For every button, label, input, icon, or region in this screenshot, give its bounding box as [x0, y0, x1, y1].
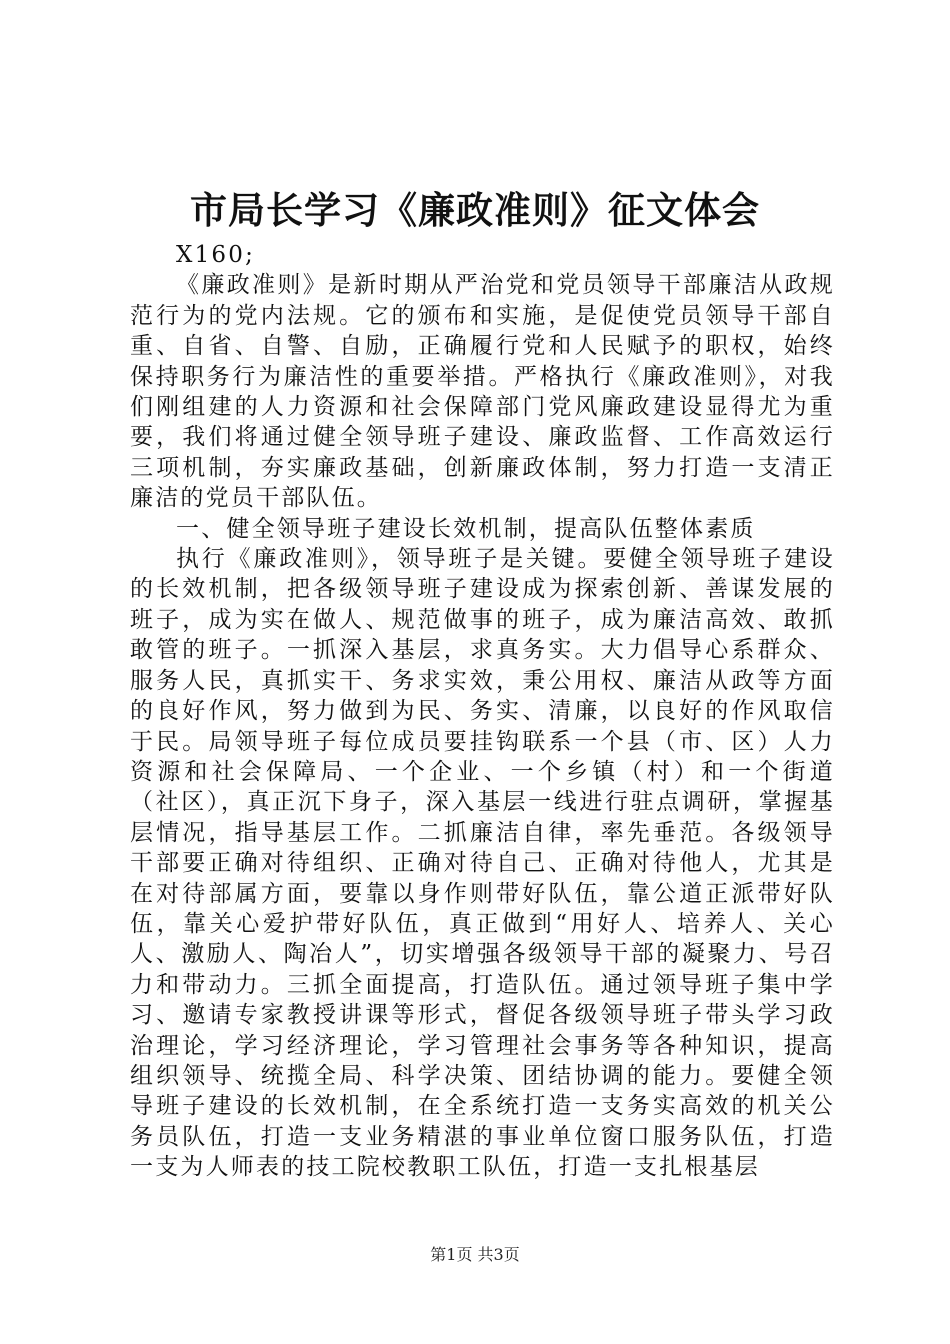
- document-title: 市局长学习《廉政准则》征文体会: [190, 188, 760, 232]
- document-body: [130, 240, 835, 1183]
- page-number: 第1页 共3页: [430, 1245, 520, 1264]
- section-paragraph: 执行《廉政准则》，领导班子是关键。要健全领导班子建设的长效机制，把各级领导班子建设成为探索创新、善谋发展的班子，成为实在做人、规范做事的班子，成为廉洁高效、敢抓敢管的班子。一抓深入基层，求真务实。大力倡导心系群众、服务人民，真抓实干、务求实效，秉公用权、廉洁从政等方面的良好作风，努力做到为民、务实、清廉，以良好的作风取信于民。局领导班子每位成员要挂钩联系一个县（市、区）人力资源和社会保障局、一个企业、一个乡镇（村）和一个街道（社区），真正沉下身子，深入基层一线进行驻点调研，掌握基层情况，指导基层工作。二抓廉洁自律，率先垂范。各级领导干部要正确对待组织、正确对待自己、正确对待他人，尤其是在对待部属方面，要靠以身作则带好队伍，靠公道正派带好队伍，靠关心爱护带好队伍，真正做到“用好人、培养人、关心人、激励人、陶冶人”，切实增强各级领导干部的凝聚力、号召力和带动力。三抓全面提高，打造队伍。通过领导班子集中学习、邀请专家教授讲课等形式，督促各级领导班子带头学习政治理论，学习经济理论，学习管理社会事务等各种知识，提高组织领导、统揽全局、科学决策、团结协调的能力。要健全领导班子建设的长效机制，在全系统打造一支务实高效的机关公务员队伍，打造一支业务精湛的事业单位窗口服务队伍，打造一支为人师表的技工院校教职工队伍，打造一支扎根基层: [130, 546, 835, 1181]
- document-code: X160;: [176, 242, 256, 268]
- section-heading: 一、健全领导班子建设长效机制，提高队伍整体素质: [176, 515, 756, 542]
- intro-paragraph: 《廉政准则》是新时期从严治党和党员领导干部廉洁从政规范行为的党内法规。它的颁布和实施，是促使党员领导干部自重、自省、自警、自励，正确履行党和人民赋予的职权，始终保持职务行为廉洁性的重要举措。严格执行《廉政准则》，对我们刚组建的人力资源和社会保障部门党风廉政建设显得尤为重要，我们将通过健全领导班子建设、廉政监督、工作高效运行三项机制，夯实廉政基础，创新廉政体制，努力打造一支清正廉洁的党员干部队伍。: [130, 272, 835, 512]
